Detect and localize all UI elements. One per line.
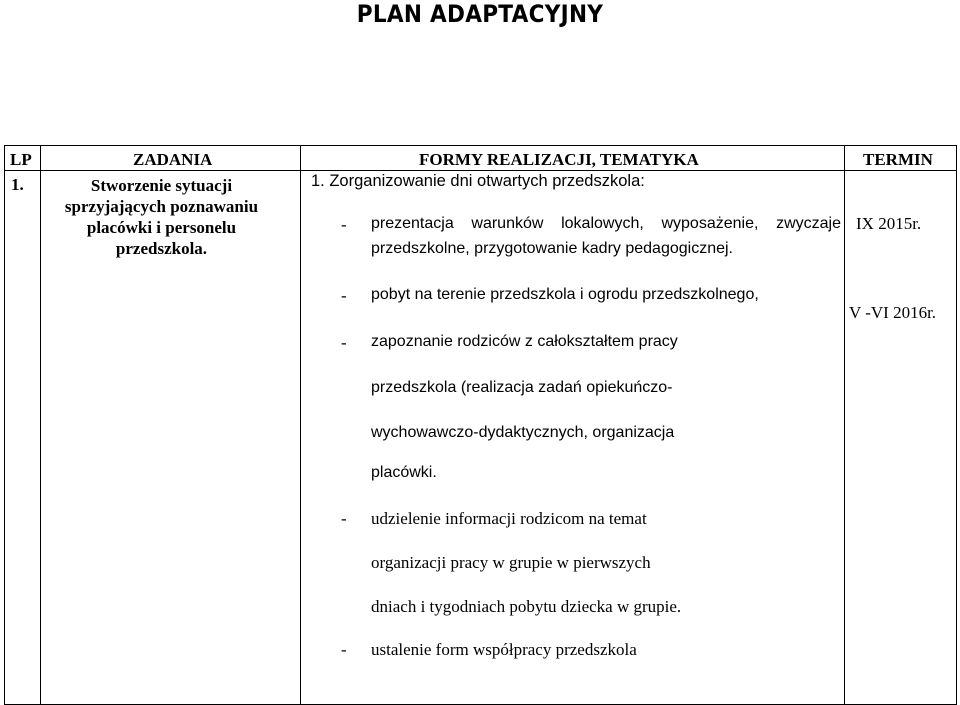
task-line: przedszkola. (115, 239, 208, 258)
task-line: placówki i personelu (86, 218, 237, 237)
column-divider (40, 146, 41, 704)
form-heading: 1. Zorganizowanie dni otwartych przedszkola: (311, 172, 645, 190)
list-dash: - (341, 333, 347, 352)
list-item-line: ustalenie form współpracy przedszkola (371, 640, 637, 659)
list-item-line: dniach i tygodniach pobytu dziecka w grupie. (371, 597, 682, 616)
list-item-line: organizacji pracy w grupie w pierwszych (371, 553, 651, 572)
list-item-line: wychowawczo-dydaktycznych, organizacja (371, 424, 675, 441)
list-item-line: pobyt na terenie przedszkola i ogrodu przedszkolnego, (371, 286, 759, 303)
adaptation-plan-table (4, 145, 957, 705)
header-term: TERMIN (863, 150, 933, 169)
row-number: 1. (11, 175, 24, 194)
list-dash: - (341, 215, 347, 234)
list-item-line: zapoznanie rodziców z całokształtem pracy (371, 333, 678, 350)
list-item-line: udzielenie informacji rodzicom na temat (371, 509, 647, 528)
list-item-line: przedszkola (realizacja zadań opiekuńczo- (371, 379, 673, 396)
list-dash: - (341, 286, 347, 305)
list-item-line: przedszkolne, przygotowanie kadry pedagogicznej. (371, 240, 733, 257)
term-date: V -VI 2016r. (849, 303, 937, 322)
list-item-line: placówki. (371, 464, 437, 481)
task-line: sprzyjających poznawaniu (64, 197, 259, 216)
page-title: PLAN ADAPTACYJNY (356, 0, 604, 28)
task-line: Stworzenie sytuacji (90, 176, 233, 195)
list-dash: - (341, 640, 347, 659)
list-dash: - (341, 509, 347, 528)
term-date: IX 2015r. (856, 214, 922, 233)
task-cell (45, 175, 278, 259)
header-tasks: ZADANIA (133, 150, 213, 169)
header-forms: FORMY REALIZACJI, TEMATYKA (419, 150, 699, 169)
column-divider (300, 146, 301, 704)
column-divider (844, 146, 845, 704)
list-item-line: prezentacja warunków lokalowych, wyposażenie, zwyczaje (371, 215, 841, 232)
header-lp: LP (10, 150, 32, 169)
